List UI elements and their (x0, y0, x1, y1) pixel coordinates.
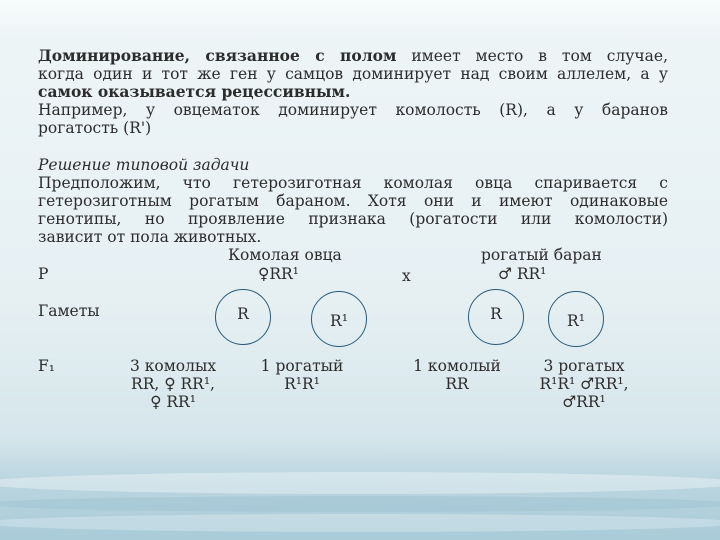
offspring-count: 1 рогатый (260, 357, 344, 375)
text-line: генотипы, но проявление признака (рогатости или комолости) (38, 210, 668, 228)
offspring-genotypes: RR (445, 375, 469, 393)
slide-background-top (0, 0, 720, 40)
female-parent-label: Комолая овца (228, 246, 342, 264)
offspring-genotypes: ♂RR¹ (562, 393, 606, 411)
offspring-group (112, 357, 234, 411)
f1-generation-label: F₁ (38, 357, 55, 375)
decorative-wave (0, 514, 720, 532)
p-generation-label: P (38, 265, 49, 283)
gametes-label: Гаметы (38, 302, 100, 320)
offspring-group (398, 357, 516, 393)
text-line: имеет место в том случае, (396, 47, 668, 65)
offspring-group (250, 357, 354, 393)
term-definition: Доминирование, связанное с полом (38, 46, 397, 65)
male-parent-label: рогатый баран (481, 246, 602, 264)
decorative-wave (0, 496, 720, 512)
text-line: Например, у овцематок доминирует комолость (R), а у баранов (38, 101, 668, 119)
text-line: зависит от пола животных. (38, 228, 262, 246)
task-paragraph (38, 156, 668, 246)
intro-paragraph (38, 47, 668, 137)
offspring-genotypes: R¹R¹ (284, 375, 320, 393)
text-line: самок оказывается рецессивным. (38, 82, 351, 101)
text-line: гетерозиготным рогатым бараном. Хотя они и имеют одинаковые (38, 192, 668, 210)
task-title: Решение типовой задачи (38, 156, 250, 174)
offspring-count: 3 комолых (129, 357, 217, 375)
offspring-count: 1 комолый (413, 357, 501, 375)
text-line: Предположим, что гетерозиготная комолая овца спаривается с (38, 174, 668, 192)
male-genotype: ♂ RR¹ (498, 265, 547, 283)
female-genotype: ♀RR¹ (258, 265, 299, 283)
cross-sign: х (402, 267, 411, 285)
text-line: рогатость (R') (38, 119, 152, 137)
offspring-count: 3 рогатых (543, 357, 625, 375)
gamete-circle: R¹ (548, 291, 604, 347)
offspring-genotypes: ♀ RR¹ (150, 393, 196, 411)
offspring-genotypes: RR, ♀ RR¹, (131, 375, 215, 393)
decorative-wave (0, 472, 720, 494)
text-line: когда один и тот же ген у самцов доминирует над своим аллелем, а у (38, 65, 668, 83)
gamete-circle: R (468, 289, 524, 345)
offspring-group (524, 357, 644, 411)
gamete-circle: R¹ (311, 291, 367, 347)
offspring-genotypes: R¹R¹ ♂RR¹, (539, 375, 629, 393)
gamete-circle: R (215, 289, 271, 345)
